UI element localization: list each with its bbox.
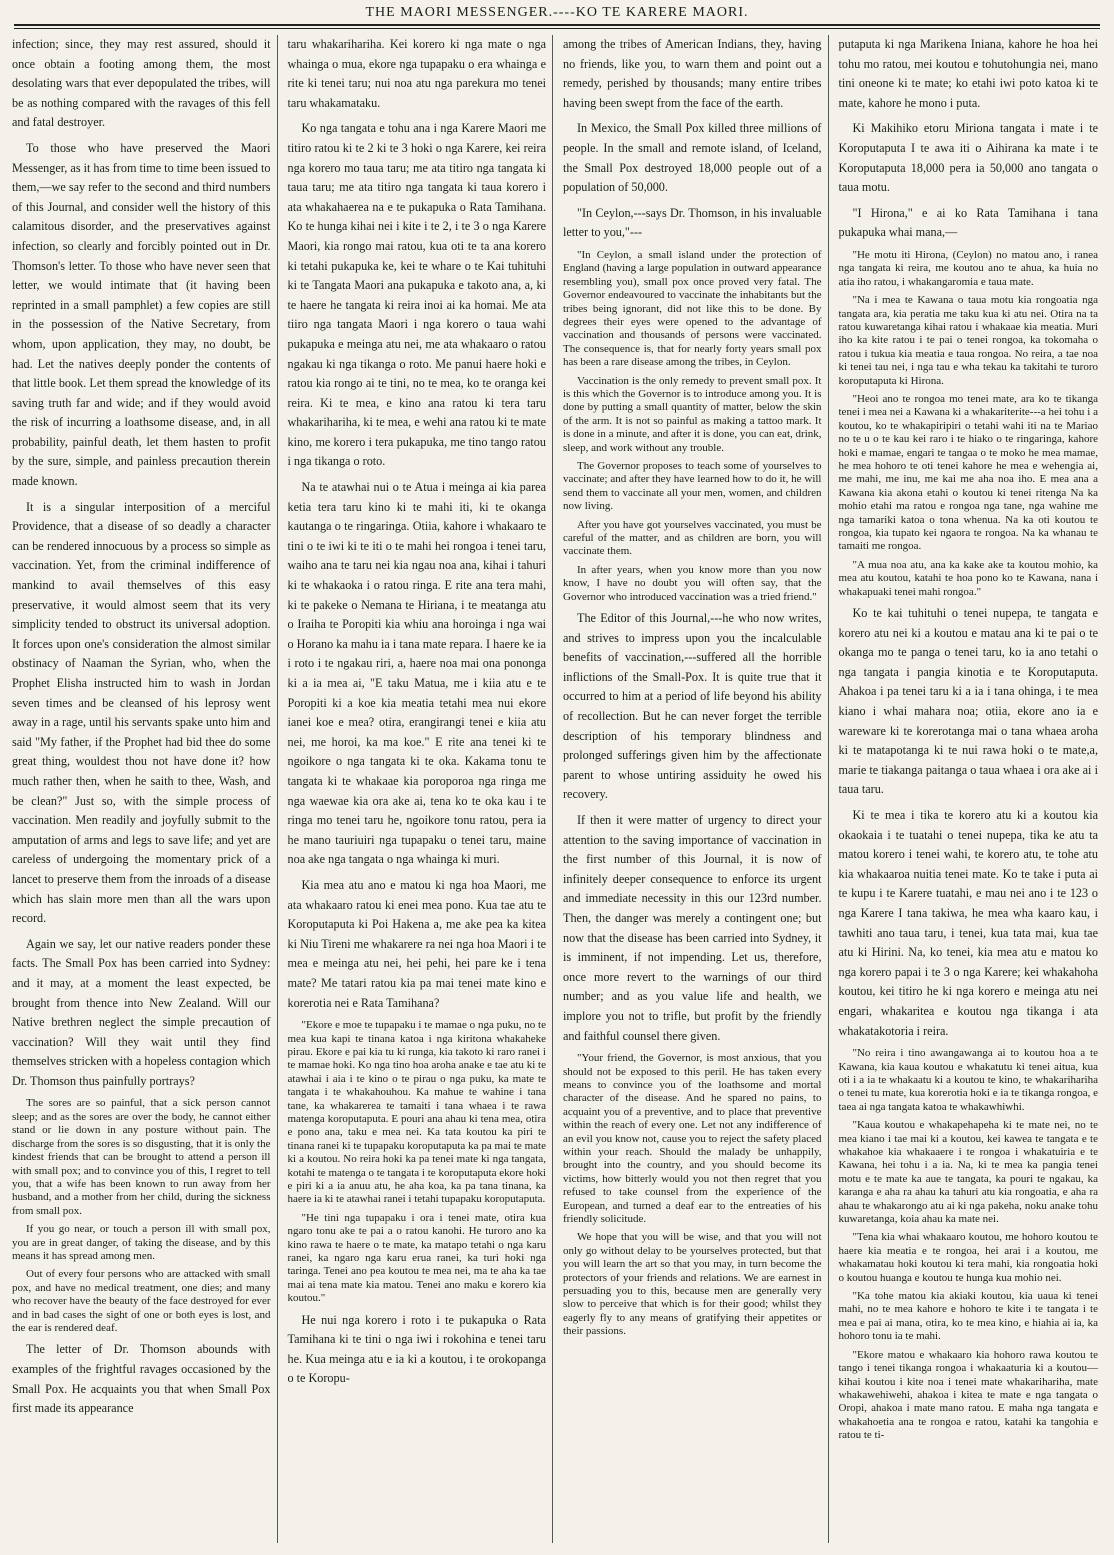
paragraph: "A mua noa atu, ana ka kake ake ta koutou mohio, ka mea atu koutou, katahi te hoa pono ko te Kawana, nana i whakapuaki tenei mahi rongoa." bbox=[838, 558, 1098, 598]
column-4 bbox=[837, 35, 1105, 1543]
paragraph: "Na i mea te Kawana o taua motu kia rongoatia nga tangata ara, kia peratia me taku kua ki atu nei. Otira na ta ratou kuwaretanga kihai ratou i whakaae kia meatia. Muri iho ka kite ratou i te pai o tenei rongoa, ka tokomaha o ratou i tukua kia meatia e taua rongoa. No reira, a tae noa ki tenei tau nei, i nga tau e wha tekau ka takitahi te turoro koroputaputa ki Hirona. bbox=[838, 294, 1098, 387]
paragraph: The letter of Dr. Thomson abounds with examples of the frightful ravages occasioned by the Small Pox. He acquaints you that when Small Pox first made its appearance bbox=[12, 1342, 271, 1416]
paragraph: It is a singular interposition of a merciful Providence, that a disease of so deadly a character can be rendered innocuous by a process so simple as vaccination. Yet, from the criminal indifference of mankind to avail themselves of this easy preservative, it would almost seem that its very simplicity tended to obstruct its universal adoption. It forces upon one's consideration the almost similar obstinacy of Naaman the Syrian, who, when the Prophet Elisha instructed him to wash in Jordan seven times and be cleansed of his leprosy went away in a rage, until his servants spake unto him and said "My father, if the Prophet had bid thee do some great thing, wouldest thou not have done it? how much rather then, when he saith to thee, Wash, and be clean?" Just so, with the simple process of vaccination. Men readily and joyfully submit to the amputation of arms and legs to save life; and yet are careless of undergoing the momentary prick of a lancet to preserve them from the inroads of a disease which has slain more men than all the wars upon record. bbox=[12, 499, 271, 926]
paragraph: infection; since, they may rest assured, should it once obtain a footing among them, the most desolating wars that ever depopulated the tribes, will be as nothing compared with the ravages of this fell and fatal destroyer. bbox=[12, 37, 271, 130]
paragraph: Kia mea atu ano e matou ki nga hoa Maori, me ata whakaaro ratou ki enei mea pono. Kua tae atu te Koroputaputa ki Poi Hakena a, me ake pea ka kitea ki Niu Tireni me whakarere ra nei nga hoa Maori i te mea e meinga atu nei, hei pehi, hei pare ke i tena mate? Me tatari ratou kia pa mai tenei mate kino e korerotia nei e Rata Tamihana? bbox=[287, 877, 546, 1010]
paragraph: "Heoi ano te rongoa mo tenei mate, ara ko te tikanga tenei i mea nei a Kawana ki a whakariterite---a hei tohu i a koutou, ko te whakapiripiri o tetahi wahi iti na te Mariao no te u o te kau kei raro i te hiako o te ringaringa, kahore hoki e mamae, engari te tangaa o te moko he mea mamae, he mea hohoro te oti tenei kahore he mea e wehengia ai, me mahi, me inu, me kai me aha noa iho. E mea ana a Kawana kia akona etahi o koutou ki tenei ritenga Na ka mohio etahi ma ratou e rongoa nga tane, nga wahine me nga tamariki katoa o tona whenua. Na ka oti koutou te rongoa, kia tupato kei ngaora te rongoa. Na ka whanau te tamaiti me rongoa. bbox=[838, 393, 1098, 553]
paragraph: taru whakarihariha. Kei korero ki nga mate o nga whainga o mua, ekore nga tupapaku o era whainga e rite ki tenei taru; nui noa atu nga parekura mo tenei taru whakamataku. bbox=[287, 37, 546, 110]
paragraph: "He tini nga tupapaku i ora i tenei mate, otira kua ngaro tonu ake te pai a o ratou kanohi. He turoro ano ka kino rawa te haere o te mate, ka matapo tetahi o nga karu ranei, ka ngaro nga karu erua ranei, ka turi hoki nga taringa. Tenei ano pea koutou te mea nei, ma te aha ka tae mai ai tena mate kia matou. Tenei ano maku e korero kia koutou." bbox=[287, 1211, 546, 1305]
paragraph: The Governor proposes to teach some of yourselves to vaccinate; and after they have learned how to do it, he will send them to vaccinate all your men, women, and children now living. bbox=[563, 460, 822, 513]
paragraph: "Ekore matou e whakaaro kia hohoro rawa koutou te tango i tenei tikanga rongoa i whakaaturia ki a koutou—kihai koutou i kite noa i tenei mate whakarihariha, mate whakawehiwehi, ahakoa i kitea te mate e nga tangata o Oropi, ahakoa i mate mano ratou. E maha nga tangata e whakahoetia ana te rongoa e ratou, katahi ka tangohia e ratou te ti- bbox=[838, 1348, 1098, 1442]
paragraph: "In Ceylon, a small island under the protection of England (having a large population in outward appearance resembling you), small pox once proved very fatal. The Governor endeavoured to vaccinate the inhabitants but the tribes being ignorant, did not like this to be done. By degrees their eyes were opened to the advantage of vaccination and thousands of persons were vaccinated. The consequence is, that for nearly forty years small pox has been a rare disease among the tribes, in Ceylon. bbox=[563, 248, 822, 369]
paragraph: In Mexico, the Small Pox killed three millions of people. In the small and remote island, of Iceland, the Small Pox destroyed 18,000 people out of a population of 50,000. bbox=[563, 121, 822, 195]
paragraph: Ko te kai tuhituhi o tenei nupepa, te tangata e korero atu nei ki a koutou e matau ana ki te pai o te okanga mo te panga o tenei taru, ko ia ano tetahi o nga tangata i pangia kinotia e te Koroputaputa. Ahakoa i pa tenei taru ki a ia i tana ohinga, i te mea kiano i whai mahara noa; otiia, ekore ano ia e wareware ki te korerotanga mai o tana whaea aroha ki te matapotanga ki te nui rawa hoki o te mate,a, marie te tiakanga paitanga o taua whaea i ora ake ai i taua taru. bbox=[838, 606, 1098, 797]
paragraph: "Ka tohe matou kia akiaki koutou, kia uaua ki tenei mahi, no te mea kahore e hohoro te kite i te tangata i te mea e pai ai mana, otira, ko te mea kino, e hiahia ai ia, ka hohoro tonu ia te mahi. bbox=[838, 1290, 1098, 1343]
column-1 bbox=[10, 35, 278, 1543]
paragraph: After you have got yourselves vaccinated, you must be careful of the matter, and as children are born, you will vaccinate them. bbox=[563, 518, 822, 558]
paragraph: Ki te mea i tika te korero atu ki a koutou kia okaokaia i te tuatahi o tenei nupepa, tika ke atu ta matou korero i tenei wahi, te korero atu, te tohe atu kia whakaaroa nuitia tenei mate. Ko te take i puta ai te kupu i te Karere tuatahi, e mau nei ano i te 123 o nga Karere I tana takiwa, he mea wha kaaro kau, i tawhiti ano taua taru, i tenei, kua tata mai, kua tae atu ki Hirini. Na, ko tenei, kia mea atu e matou ko nga korero papai i te 3 o nga Karere; kei whakahoha koutou, kei titiro he ki nga korero e meinga atu nei engari, whakaritea e koutou nga tikanga i ata whakatakotoria i reira. bbox=[838, 808, 1098, 1038]
paragraph: He nui nga korero i roto i te pukapuka o Rata Tamihana ki te tini o nga iwi i rokohina e tenei taru he. Kua meinga atu e ia ki a koutou, i te orokopanga o te Koropu- bbox=[287, 1312, 546, 1386]
paragraph: To those who have preserved the Maori Messenger, as it has from time to time been issued to them,—we say refer to the second and third numbers of this Journal, and consider well the history of this calamitous disorder, and the preservatives against infection, so clearly and forcibly pointed out in Dr. Thomson's letter. To those who have never seen that letter, we would intimate that (it having been reprinted in a small pamphlet) a few copies are still in the possession of the Native Secretary, from whom, upon application, they may, no doubt, be had. Let the natives deeply ponder the contents of that little book. Let them spread the knowledge of its saving truth far and wide; and if they would avoid the risk of incurring a loathsome disease, and, in all probability, painful death, let them hasten to profit by the sure, simple, and painless precaution therein made known. bbox=[12, 140, 271, 489]
header-rule bbox=[14, 24, 1100, 29]
paragraph: "No reira i tino awangawanga ai to koutou hoa a te Kawana, kia kaua koutou e whakatutu ki tenei aitua, kua oti i a ia te whakaatu ki a koutou te kino, te whakarihariha o tenei tu mate, kua korerotia hoki e ia te tikanga rongoa, e taea ai nga tangata katoa te whakawhiwhi. bbox=[838, 1047, 1098, 1113]
paragraph: "Your friend, the Governor, is most anxious, that you should not be exposed to this peril. He has taken every means to convince you of the loathsome and mortal character of the disease. And he spared no pains, to acquaint you of a preventive, and to place that preventive within the reach of every one. Let not any indifference of an evil you know not, cause you to reject the safety placed within your reach. Should the malady be unhappily, brought into the country, and you should become its victims, how bitterly would you not then regret that you refused to take counsel from the experience of the European, and turned a deaf ear to the entreaties of his friendly solicitude. bbox=[563, 1052, 822, 1226]
page-header: THE MAORI MESSENGER.----KO TE KARERE MAORI. bbox=[365, 5, 749, 20]
paragraph: "Ekore e moe te tupapaku i te mamae o nga puku, no te mea kua kapi te tinana katoa i nga kiritona whakaheke pirau. Ekore e pai kia tu ki runga, kia takoto ki raro ranei i te mamae hoki. Ko nga tino hoa aroha anake e tae atu ki te atawhai i aia i te kino o te pirau o nga puku, ka mate te tangata i te whakahouhou. Ka mahue te wahine i tana tane, ka whakarerea te tamaiti i tana whaea i te rawa matenga koroputaputa. E pouri ana ahau ki tena mea, otira e pono ana, taku e mea nei. Ka tata koutou ka piri te tinana ranei ki te tupapaku koroputaputa ka pa mai te mate ki a koutou. No reira hoki ka pa tenei mate ki nga tangata, kotahi te matenga o te tangata i te koroputaputa ekore hoki e piri ki a ia anuu atu, he aha koa, ka pa tana tinana, ka haere ia ki te atawhai ranei i tetahi tupapaku koroputaputa. bbox=[287, 1019, 546, 1206]
paragraph: Vaccination is the only remedy to prevent small pox. It is this which the Governor is to introduce among you. It is done by putting a small quantity of matter, below the skin of the arm. It is not so painful as making a tattoo mark. It is done in a minute, and after it is done, you can eat, drink, sleep, and work without any trouble. bbox=[563, 374, 822, 454]
article-columns bbox=[10, 35, 1104, 1543]
paragraph: putaputa ki nga Marikena Iniana, kahore he hoa hei tohu mo ratou, mei koutou e tohutohungia nei, mano tini oneone ki te mate; ko etahi iwi poto katoa ki te mate, kahore he mono i puta. bbox=[838, 37, 1098, 110]
paragraph: In after years, when you know more than you now know, I have no doubt you will often say, that the Governor who introduced vaccination was a tried friend." bbox=[563, 563, 822, 603]
paragraph: among the tribes of American Indians, they, having no friends, like you, to warn them and point out a remedy, perished by thousands; many entire tribes having been swept from the face of the earth. bbox=[563, 37, 822, 110]
paragraph: "He motu iti Hirona, (Ceylon) no matou ano, i ranea nga tangata ki reira, me koutou ano te ahua, ka huia no atia iho ratou, i whakangaromia e taua mate. bbox=[838, 248, 1098, 288]
paragraph: If then it were matter of urgency to direct your attention to the saving importance of vaccination in the first number of this Journal, it is now of infinitely deeper consequence to enforce its urgent and immediate necessity in this our 123rd number. Then, the danger was merely a contingent one; but now that the disease has been carried into Sydney, it is imminent, if not impending. Let us, therefore, once more revert to the warnings of our third number; and as you value life and health, we implore you not to trifle, but profit by the friendly and faithful counsel there given. bbox=[563, 813, 822, 1043]
paragraph: "Tena kia whai whakaaro koutou, me hohoro koutou te haere kia meatia e te rongoa, hei arai i a koutou, me whakamatau hoki koutou ki tera mahi, kia rongoatia hoki o koutou huanga e koutou te hunga kua mohio nei. bbox=[838, 1231, 1098, 1284]
paragraph: Na te atawhai nui o te Atua i meinga ai kia parea ketia tera taru kino ki te mahi iti, ki te okanga kautanga o te ringaringa. Otiia, kahore i whakaaro te tini o te iwi ki te iti o te mahi hei rongoa i tenei taru, waiho ana te taru nei kia ngau noa ana, kihai i tahuri ki te whakaoka i o ratou ringa. E rite ana tera mahi, ki te pakeke o Nemana te Hiriana, i te meatanga atu o Iraiha te Poropiti kia whiu ana horoinga i nga wai o Horano ka mahu ia i tana mate repara. I haere ke ia i roto i te ngakau riri, a, haere noa mai ona pononga ki a ia mea ai, "E taku Matua, me i kiia atu e te Poropiti ki a koe kia meatia tetahi mea nui ekore ianei koe e mea? otira, erangirangi tenei e kiia atu nei, me horoi, ka ma koe." E rite ana tenei ki te ngoikore o nga tangata ki te oka. Kakama tonu te tangata ki te whakaae kia poroporoa nga ringa me nga waewae kia ora ake ai, tena ko te oka kau i te ringa mo tenei taru he, ngoikore tonu ratou, pera ia he mano tauriuiri nga tupapaku o tenei taru, maine noa ake nga tangata o nga whainga ki muri. bbox=[287, 480, 546, 867]
paragraph: Ki Makihiko etoru Miriona tangata i mate i te Koroputaputa I te awa iti o Aihirana ka mate i te Koroputaputa 18,000 pera ia 50,000 ano tangata o taua motu. bbox=[838, 121, 1098, 195]
paragraph: We hope that you will be wise, and that you will not only go without delay to be yourselves protected, but that you will learn the art so that you may, in turn become the protectors of your friends and relations. We are earnest in persuading you to this, because men are generally very slow to perceive that which is for their good; whilst they eagerly fly to any means of gratifying their appetites or their passions. bbox=[563, 1231, 822, 1338]
column-2 bbox=[286, 35, 554, 1543]
paragraph: The sores are so painful, that a sick person cannot sleep; and as the sores are over the body, he cannot either stand or lie down in any posture without pain. The discharge from the sores is so disgusting, that it is only the kindest friends that can be brought to attend a person ill with small pox; and to convince you of this, I regret to tell you, that a wife has been known to run away from her husband, and a mother from her child, during the sickness from small pox. bbox=[12, 1097, 271, 1217]
paragraph: "I Hirona," e ai ko Rata Tamihana i tana pukapuka whai mana,— bbox=[838, 205, 1098, 240]
column-3 bbox=[561, 35, 829, 1543]
paragraph: The Editor of this Journal,---he who now writes, and strives to impress upon you the incalculable benefits of vaccination,---suffered all the horrible inflictions of the Small-Pox. It is quite true that it occurred to him at a period of life beyond his ability of recollection. But he can never forget the terrible description of his temporary blindness and prolonged sufferings given him by the affectionate parent to whose untiring assiduity he owed his recovery. bbox=[563, 611, 822, 802]
paragraph: "In Ceylon,---says Dr. Thomson, in his invaluable letter to you,"--- bbox=[563, 205, 822, 240]
paragraph: Ko nga tangata e tohu ana i nga Karere Maori me titiro ratou ki te 2 ki te 3 hoki o nga Karere, kei reira nga korero mo taua taru; me ata titiro nga tangata ki taua taru; me ata titiro nga tangata ki taua korero i ata whakahaerea na e te pukapuka o Rata Tamihana. Ko te hunga kihai nei i kite i te 2, i te 3 o nga Karere Maori, kia rongo mai ratou, kua oti te ta ana korero ki tetahi pukapuka ke, kei te whare o te Kai tuhituhi ki te Tangata Maori ana pukapuka e takoto ana, a, ki te haere he tangata ki reira inoi ai ka homai. Me ata tiiro nga tangata Maori i nga korero o taua wahi pukapuka e meinga atu nei, me ata whakaaro o ratou ngakau ki nga tikanga o roto. Me panui haere hoki e ratou kia rongo ai te tini, no te mea, ko te oranga kei reira. Ki te mea, e kino ana ratou ki tera taru whakarihariha, ki te mea, e wehi ana ratou ki te mate kino, me korero i tera pukapuka, me tino tango ratou i nga tikanga o roto. bbox=[287, 121, 546, 469]
paragraph: "Kaua koutou e whakapehapeha ki te mate nei, no te mea kiano i tae mai ki a koutou, kei kawea te tangata e te whakahoe kia whakaaere i te rongoa i whakatuiria e te Kawana, hei tohu i a ia. Na, ki te mea ka pangia tenei motu e te mate ka aue te tangata, ka pouri te ngakau, ka karanga e aha ra ahau ka tahuri atu kia rongoatia, e aha ra ahau te whakarongo atu ai ki nga pakeha, noku anake tohu kuwaretanga, koia ahau ka mate nei. bbox=[838, 1119, 1098, 1226]
paragraph: Out of every four persons who are attacked with small pox, and have no medical treatment, one dies; and many who recover have the beauty of the face destroyed for ever and in bad cases the sight of one or both eyes is lost, and the ear is rendered deaf. bbox=[12, 1268, 271, 1334]
paragraph: If you go near, or touch a person ill with small pox, you are in great danger, of taking the disease, and by this means it has spread among men. bbox=[12, 1223, 271, 1262]
newspaper-page bbox=[10, 0, 1104, 1549]
paragraph: Again we say, let our native readers ponder these facts. The Small Pox has been carried into Sydney: and it may, at a moment the least expected, be brought from thence into New Zealand. Will our Native brethren neglect the simple precaution of vaccination? Will they wait until they find themselves stricken with a hopeless contagion which Dr. Thomson thus painfully portrays? bbox=[12, 936, 271, 1088]
